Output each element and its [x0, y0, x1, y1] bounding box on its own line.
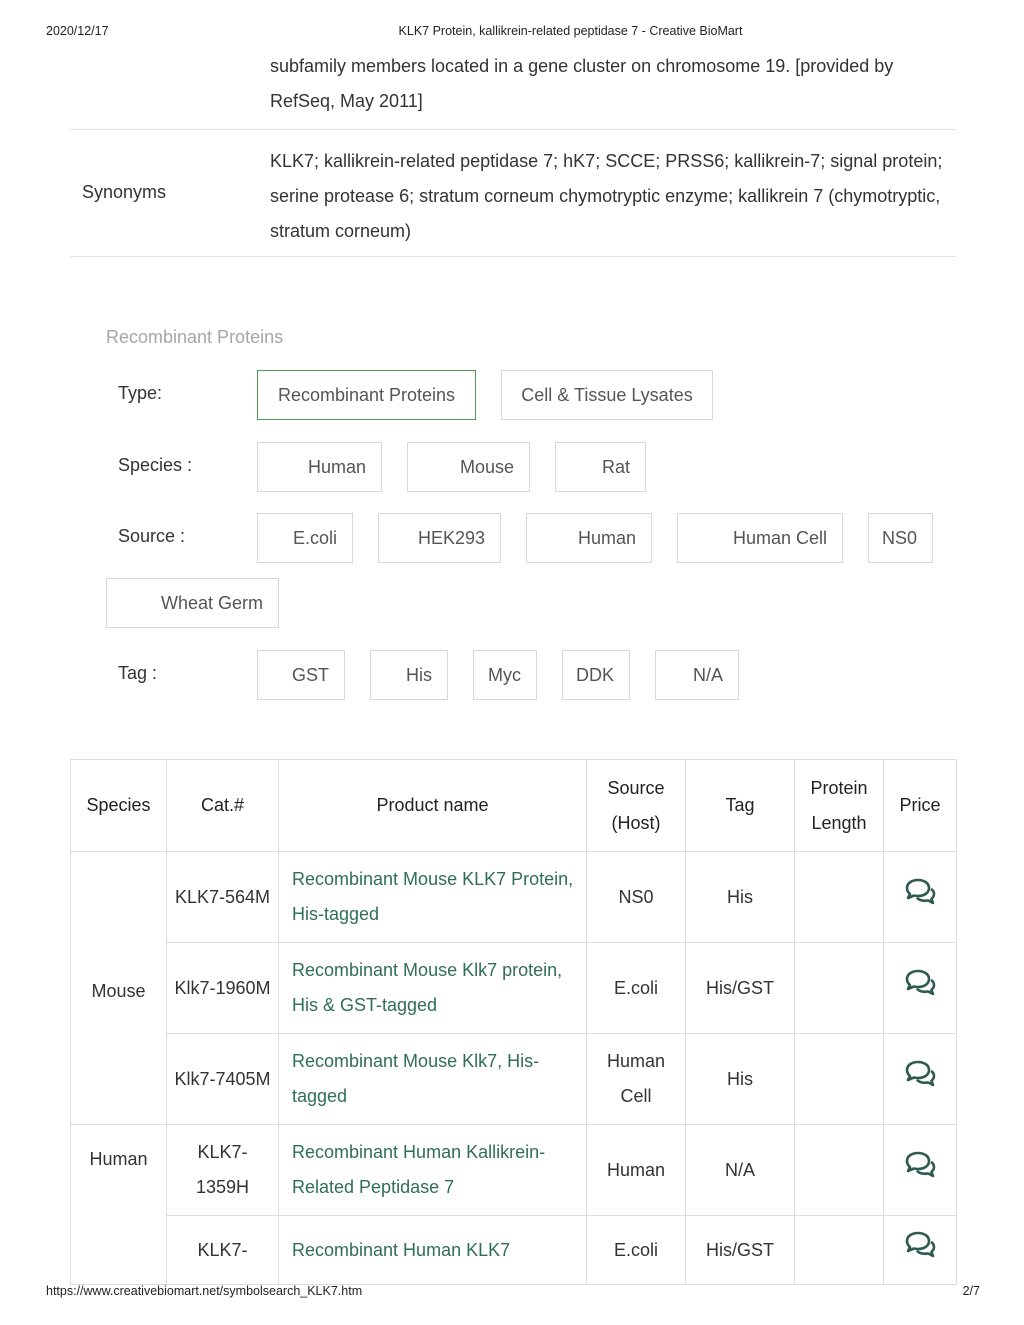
print-footer — [0, 1284, 1024, 1302]
chat-icon[interactable] — [903, 1149, 937, 1179]
tag-na-button[interactable]: N/A — [655, 650, 739, 700]
tag-cell: His — [686, 1034, 795, 1125]
cat-cell: Klk7-1960M — [167, 943, 279, 1034]
tag-myc-button[interactable]: Myc — [473, 650, 537, 700]
source-cell: Human — [587, 1125, 686, 1216]
length-cell — [795, 1125, 884, 1216]
print-page-title: KLK7 Protein, kallikrein-related peptidase 7 - Creative BioMart — [398, 24, 743, 38]
print-page-number: 2/7 — [962, 1284, 980, 1298]
table-row — [71, 943, 957, 1034]
table-row — [71, 1034, 957, 1125]
cat-cell: KLK7-1359H — [167, 1125, 279, 1216]
synonyms-value: KLK7; kallikrein-related peptidase 7; hK7; SCCE; PRSS6; kallikrein-7; signal protein; serine protease 6; stratum corneum chymotryptic enzyme; kallikrein 7 (chymotryptic, stratum corneum) — [270, 151, 943, 241]
product-link[interactable]: Recombinant Human KLK7 — [292, 1239, 511, 1260]
col-cat-header: Cat.# — [167, 760, 279, 852]
source-cell: E.coli — [587, 1216, 686, 1285]
cat-cell: Klk7-7405M — [167, 1034, 279, 1125]
product-link[interactable]: Recombinant Mouse KLK7 Protein, His-tagged — [292, 869, 574, 924]
table-row — [71, 1125, 957, 1216]
chat-icon[interactable] — [903, 967, 937, 997]
product-link[interactable]: Recombinant Mouse Klk7 protein, His & GST-tagged — [292, 960, 563, 1015]
price-cell — [884, 852, 957, 943]
source-ns0-button[interactable]: NS0 — [868, 513, 933, 563]
tag-gst-button[interactable]: GST — [257, 650, 345, 700]
print-url: https://www.creativebiomart.net/symbolsearch_KLK7.htm — [46, 1284, 363, 1298]
table-row — [71, 852, 957, 943]
table-row — [71, 1216, 957, 1285]
tag-his-button[interactable]: His — [370, 650, 448, 700]
source-human-button[interactable]: Human — [526, 513, 652, 563]
synonyms-row — [70, 130, 956, 257]
tag-cell: His/GST — [686, 1216, 795, 1285]
col-price-header: Price — [884, 760, 957, 852]
price-cell — [884, 1125, 957, 1216]
length-cell — [795, 852, 884, 943]
source-cell: Human Cell — [587, 1034, 686, 1125]
cat-cell: KLK7-564M — [167, 852, 279, 943]
tag-cell: His — [686, 852, 795, 943]
source-hek293-button[interactable]: HEK293 — [378, 513, 501, 563]
col-product-name-header: Product name — [279, 760, 587, 852]
chat-icon[interactable] — [903, 876, 937, 906]
col-tag-header: Tag — [686, 760, 795, 852]
species-cell: Human — [71, 1125, 167, 1285]
products-table — [70, 759, 957, 1285]
source-human-cell-button[interactable]: Human Cell — [677, 513, 843, 563]
species-mouse-button[interactable]: Mouse — [407, 442, 530, 492]
tag-ddk-button[interactable]: DDK — [562, 650, 630, 700]
print-header — [0, 24, 1024, 42]
source-ecoli-button[interactable]: E.coli — [257, 513, 353, 563]
chat-icon[interactable] — [903, 1058, 937, 1088]
description-row — [70, 46, 956, 130]
col-species-header: Species — [71, 760, 167, 852]
species-label: Species : — [118, 455, 193, 475]
tag-cell: N/A — [686, 1125, 795, 1216]
length-cell — [795, 1216, 884, 1285]
price-cell — [884, 1216, 957, 1285]
tag-label: Tag : — [118, 663, 158, 683]
product-link[interactable]: Recombinant Mouse Klk7, His-tagged — [292, 1051, 540, 1106]
table-header-row — [71, 760, 957, 852]
price-cell — [884, 943, 957, 1034]
product-link[interactable]: Recombinant Human Kallikrein-Related Peptidase 7 — [292, 1142, 546, 1197]
description-text: subfamily members located in a gene cluster on chromosome 19. [provided by RefSeq, May 2011] — [270, 56, 894, 111]
species-human-button[interactable]: Human — [257, 442, 382, 492]
type-cell-tissue-lysates-button[interactable]: Cell & Tissue Lysates — [501, 370, 713, 420]
source-cell: NS0 — [587, 852, 686, 943]
type-label: Type: — [118, 383, 163, 403]
price-cell — [884, 1034, 957, 1125]
section-title: Recombinant Proteins — [106, 327, 284, 347]
length-cell — [795, 943, 884, 1034]
species-rat-button[interactable]: Rat — [555, 442, 646, 492]
cat-cell: KLK7- — [167, 1216, 279, 1285]
col-source-header: Source (Host) — [587, 760, 686, 852]
chat-icon[interactable] — [903, 1229, 937, 1259]
source-wheat-germ-button[interactable]: Wheat Germ — [106, 578, 279, 628]
tag-cell: His/GST — [686, 943, 795, 1034]
source-cell: E.coli — [587, 943, 686, 1034]
print-date: 2020/12/17 — [46, 24, 109, 38]
synonyms-label: Synonyms — [82, 182, 167, 202]
source-label: Source : — [118, 526, 186, 546]
gene-info-table — [70, 46, 956, 257]
length-cell — [795, 1034, 884, 1125]
col-protein-length-header: Protein Length — [795, 760, 884, 852]
species-cell: Mouse — [71, 852, 167, 1125]
type-recombinant-proteins-button[interactable]: Recombinant Proteins — [257, 370, 476, 420]
